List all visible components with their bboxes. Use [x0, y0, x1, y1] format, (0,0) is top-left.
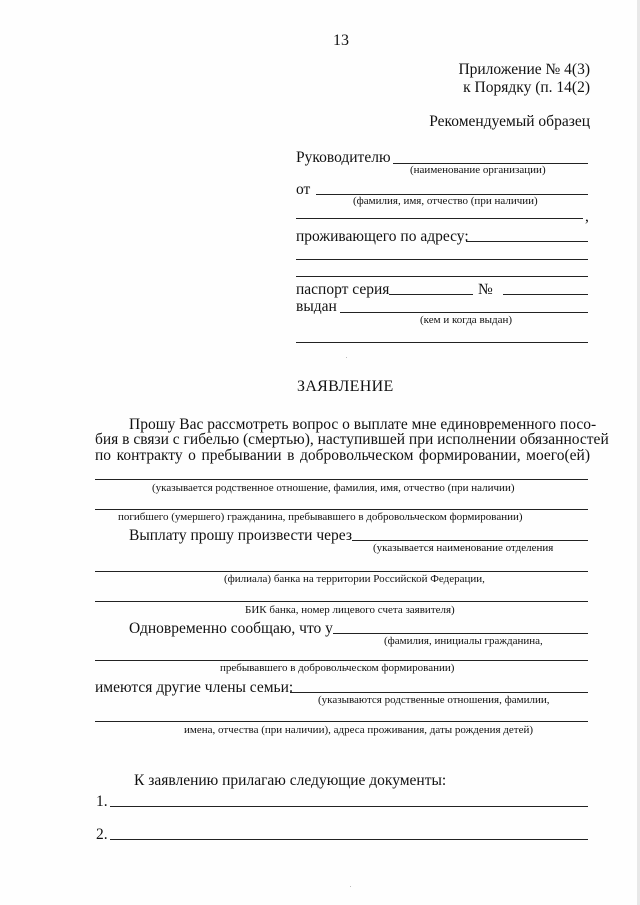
relation-field[interactable]	[95, 479, 588, 480]
attachment-item-2-field[interactable]	[110, 839, 588, 840]
attachment-item-1-number: 1.	[96, 793, 108, 810]
page-number: 13	[333, 32, 349, 49]
request-paragraph-line1: Прошу Вас рассмотреть вопрос о выплате мне единовременного посо-	[129, 416, 597, 433]
bank-branch-field[interactable]	[352, 540, 588, 541]
citizen-name-hint-2: пребывавшего в добровольческом формировании)	[220, 662, 455, 674]
bank-branch-hint: (указывается наименование отделения	[373, 542, 554, 554]
address-field-line2[interactable]	[296, 259, 588, 260]
passport-number-field[interactable]	[503, 294, 588, 295]
inform-label: Одновременно сообщаю, что у	[129, 620, 333, 637]
appendix-title: Приложение № 4(3)	[458, 61, 590, 78]
issued-by-field[interactable]	[340, 312, 588, 313]
issued-by-field-line2[interactable]	[296, 342, 588, 343]
deceased-field[interactable]	[95, 509, 588, 510]
bank-account-hint: БИК банка, номер лицевого счета заявителя)	[245, 604, 455, 616]
address-label: проживающего по адресу:	[296, 228, 469, 245]
appendix-reference: к Порядку (п. 14(2)	[463, 79, 590, 96]
family-members-hint: (указываются родственные отношения, фамилии,	[318, 694, 550, 706]
citizen-name-hint: (фамилия, инициалы гражданина,	[384, 635, 543, 647]
citizen-name-field-line2[interactable]	[95, 660, 588, 661]
document-title: ЗАЯВЛЕНИЕ	[297, 378, 394, 395]
applicant-name-field-line2[interactable]	[296, 218, 583, 219]
passport-number-label: №	[478, 281, 493, 298]
address-field-line3[interactable]	[296, 276, 588, 277]
scan-speck	[350, 886, 351, 887]
passport-series-field[interactable]	[389, 294, 473, 295]
request-paragraph-line2: бия в связи с гибелью (смертью), наступившей при исполнении обязанностей	[95, 431, 609, 448]
scan-speck	[346, 357, 347, 358]
from-label: от	[296, 181, 311, 198]
issued-hint: (кем и когда выдан)	[420, 314, 513, 326]
family-label: имеются другие члены семьи:	[95, 679, 294, 696]
relation-hint: (указывается родственное отношение, фамилия, имя, отчество (при наличии)	[152, 482, 515, 494]
passport-series-label: паспорт серия	[296, 281, 390, 298]
to-label: Руководителю	[296, 149, 391, 166]
family-members-field-line2[interactable]	[95, 721, 588, 722]
address-field[interactable]	[466, 241, 588, 242]
issued-label: выдан	[296, 298, 337, 315]
request-paragraph-line3: по контракту о пребывании в добровольческом формировании, моего(ей)	[95, 447, 590, 464]
attachment-item-2-number: 2.	[96, 826, 108, 843]
bank-account-field[interactable]	[95, 601, 588, 602]
family-members-hint-2: имена, отчества (при наличии), адреса проживания, даты рождения детей)	[184, 724, 534, 736]
bank-branch-hint-2: (филиала) банка на территории Российской Федерации,	[224, 573, 485, 585]
deceased-hint: погибшего (умершего) гражданина, пребывавшего в добровольческом формировании)	[118, 511, 523, 523]
bank-branch-field-line2[interactable]	[95, 571, 588, 572]
organization-hint: (наименование организации)	[410, 164, 546, 176]
family-members-field[interactable]	[290, 692, 588, 693]
sample-label: Рекомендуемый образец	[429, 113, 590, 130]
comma-mark: ,	[585, 208, 589, 225]
payment-label: Выплату прошу произвести через	[129, 527, 352, 544]
attachments-label: К заявлению прилагаю следующие документы:	[134, 772, 447, 789]
applicant-name-hint: (фамилия, имя, отчество (при наличии)	[353, 195, 538, 207]
attachment-item-1-field[interactable]	[110, 806, 588, 807]
citizen-name-field[interactable]	[333, 633, 588, 634]
